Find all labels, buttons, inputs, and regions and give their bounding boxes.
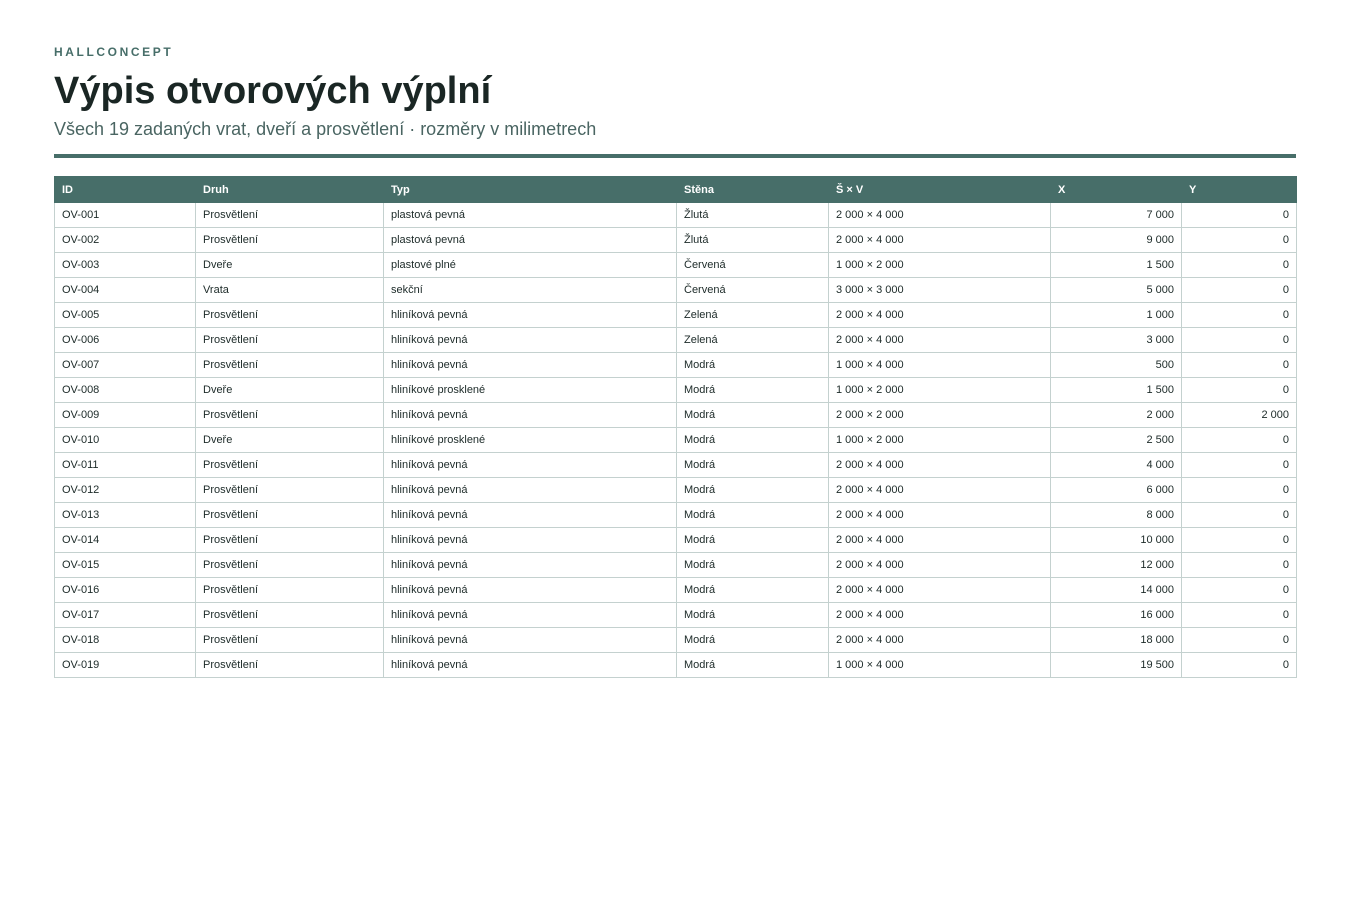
cell-y: 0 [1182, 453, 1297, 478]
column-header-id: ID [55, 177, 196, 203]
cell-typ: plastová pevná [384, 228, 677, 253]
cell-id: OV-006 [55, 328, 196, 353]
cell-y: 0 [1182, 603, 1297, 628]
cell-typ: hliníková pevná [384, 553, 677, 578]
cell-druh: Prosvětlení [196, 503, 384, 528]
table-header-row [55, 177, 1297, 203]
cell-stena: Modrá [677, 478, 829, 503]
cell-x: 19 500 [1051, 653, 1182, 678]
cell-rozmery: 2 000 × 4 000 [829, 578, 1051, 603]
cell-stena: Modrá [677, 628, 829, 653]
cell-y: 0 [1182, 228, 1297, 253]
cell-x: 4 000 [1051, 453, 1182, 478]
cell-typ: hliníkové prosklené [384, 428, 677, 453]
column-header-y: Y [1182, 177, 1297, 203]
cell-id: OV-008 [55, 378, 196, 403]
openings-table [54, 176, 1297, 678]
cell-stena: Zelená [677, 303, 829, 328]
cell-id: OV-015 [55, 553, 196, 578]
cell-rozmery: 2 000 × 4 000 [829, 503, 1051, 528]
cell-id: OV-019 [55, 653, 196, 678]
cell-druh: Dveře [196, 428, 384, 453]
cell-druh: Prosvětlení [196, 228, 384, 253]
cell-typ: sekční [384, 278, 677, 303]
cell-typ: hliníková pevná [384, 628, 677, 653]
table-row [55, 228, 1297, 253]
cell-id: OV-002 [55, 228, 196, 253]
cell-typ: hliníková pevná [384, 478, 677, 503]
brand-label: HALLCONCEPT [54, 45, 174, 59]
cell-druh: Vrata [196, 278, 384, 303]
document-page [54, 44, 1296, 678]
table-row [55, 278, 1297, 303]
cell-y: 0 [1182, 328, 1297, 353]
cell-typ: hliníková pevná [384, 603, 677, 628]
cell-id: OV-016 [55, 578, 196, 603]
cell-druh: Dveře [196, 253, 384, 278]
cell-rozmery: 2 000 × 4 000 [829, 203, 1051, 228]
cell-stena: Zelená [677, 328, 829, 353]
cell-stena: Modrá [677, 528, 829, 553]
cell-y: 0 [1182, 353, 1297, 378]
cell-y: 0 [1182, 303, 1297, 328]
cell-x: 12 000 [1051, 553, 1182, 578]
cell-druh: Dveře [196, 378, 384, 403]
cell-rozmery: 1 000 × 4 000 [829, 653, 1051, 678]
cell-rozmery: 2 000 × 4 000 [829, 303, 1051, 328]
cell-typ: hliníková pevná [384, 453, 677, 478]
cell-id: OV-003 [55, 253, 196, 278]
column-header-stena: Stěna [677, 177, 829, 203]
cell-x: 2 000 [1051, 403, 1182, 428]
table-row [55, 303, 1297, 328]
cell-stena: Modrá [677, 603, 829, 628]
cell-x: 1 500 [1051, 378, 1182, 403]
cell-rozmery: 1 000 × 4 000 [829, 353, 1051, 378]
cell-id: OV-007 [55, 353, 196, 378]
cell-x: 500 [1051, 353, 1182, 378]
cell-x: 8 000 [1051, 503, 1182, 528]
table-row [55, 503, 1297, 528]
cell-id: OV-012 [55, 478, 196, 503]
cell-stena: Modrá [677, 403, 829, 428]
cell-rozmery: 2 000 × 4 000 [829, 528, 1051, 553]
column-header-x: X [1051, 177, 1182, 203]
cell-stena: Modrá [677, 503, 829, 528]
cell-druh: Prosvětlení [196, 528, 384, 553]
cell-rozmery: 3 000 × 3 000 [829, 278, 1051, 303]
table-row [55, 403, 1297, 428]
cell-id: OV-011 [55, 453, 196, 478]
cell-druh: Prosvětlení [196, 303, 384, 328]
cell-druh: Prosvětlení [196, 403, 384, 428]
cell-stena: Modrá [677, 453, 829, 478]
cell-y: 0 [1182, 578, 1297, 603]
cell-stena: Červená [677, 278, 829, 303]
cell-stena: Modrá [677, 428, 829, 453]
cell-stena: Modrá [677, 353, 829, 378]
column-header-druh: Druh [196, 177, 384, 203]
cell-x: 18 000 [1051, 628, 1182, 653]
cell-x: 7 000 [1051, 203, 1182, 228]
table-row [55, 378, 1297, 403]
cell-typ: hliníková pevná [384, 328, 677, 353]
cell-druh: Prosvětlení [196, 603, 384, 628]
cell-id: OV-001 [55, 203, 196, 228]
cell-stena: Modrá [677, 653, 829, 678]
cell-druh: Prosvětlení [196, 553, 384, 578]
table-body [55, 203, 1297, 678]
table-row [55, 578, 1297, 603]
table-row [55, 528, 1297, 553]
page-subtitle: Všech 19 zadaných vrat, dveří a prosvětlení · rozměry v milimetrech [54, 119, 597, 139]
cell-rozmery: 2 000 × 4 000 [829, 628, 1051, 653]
cell-x: 9 000 [1051, 228, 1182, 253]
cell-x: 3 000 [1051, 328, 1182, 353]
cell-id: OV-013 [55, 503, 196, 528]
header-divider [54, 154, 1296, 158]
table-row [55, 628, 1297, 653]
cell-x: 5 000 [1051, 278, 1182, 303]
cell-rozmery: 2 000 × 4 000 [829, 228, 1051, 253]
cell-y: 0 [1182, 378, 1297, 403]
cell-druh: Prosvětlení [196, 203, 384, 228]
cell-id: OV-005 [55, 303, 196, 328]
cell-typ: hliníková pevná [384, 303, 677, 328]
cell-typ: hliníková pevná [384, 403, 677, 428]
cell-rozmery: 2 000 × 4 000 [829, 603, 1051, 628]
cell-typ: hliníková pevná [384, 353, 677, 378]
cell-rozmery: 2 000 × 4 000 [829, 328, 1051, 353]
column-header-typ: Typ [384, 177, 677, 203]
cell-stena: Červená [677, 253, 829, 278]
table-row [55, 478, 1297, 503]
cell-druh: Prosvětlení [196, 578, 384, 603]
cell-y: 0 [1182, 653, 1297, 678]
table-row [55, 453, 1297, 478]
cell-rozmery: 2 000 × 4 000 [829, 453, 1051, 478]
cell-x: 1 500 [1051, 253, 1182, 278]
cell-id: OV-018 [55, 628, 196, 653]
table-row [55, 553, 1297, 578]
cell-druh: Prosvětlení [196, 353, 384, 378]
cell-druh: Prosvětlení [196, 478, 384, 503]
cell-x: 16 000 [1051, 603, 1182, 628]
table-row [55, 328, 1297, 353]
table-row [55, 428, 1297, 453]
cell-stena: Žlutá [677, 228, 829, 253]
cell-y: 0 [1182, 478, 1297, 503]
cell-rozmery: 2 000 × 2 000 [829, 403, 1051, 428]
cell-rozmery: 1 000 × 2 000 [829, 378, 1051, 403]
table-row [55, 203, 1297, 228]
cell-stena: Modrá [677, 378, 829, 403]
cell-rozmery: 1 000 × 2 000 [829, 253, 1051, 278]
cell-druh: Prosvětlení [196, 328, 384, 353]
cell-id: OV-009 [55, 403, 196, 428]
cell-typ: hliníková pevná [384, 503, 677, 528]
cell-rozmery: 2 000 × 4 000 [829, 478, 1051, 503]
cell-rozmery: 1 000 × 2 000 [829, 428, 1051, 453]
cell-x: 6 000 [1051, 478, 1182, 503]
cell-y: 0 [1182, 253, 1297, 278]
cell-typ: plastové plné [384, 253, 677, 278]
cell-x: 2 500 [1051, 428, 1182, 453]
cell-id: OV-014 [55, 528, 196, 553]
table-row [55, 653, 1297, 678]
cell-typ: hliníková pevná [384, 528, 677, 553]
cell-y: 0 [1182, 553, 1297, 578]
cell-id: OV-010 [55, 428, 196, 453]
cell-stena: Žlutá [677, 203, 829, 228]
cell-id: OV-004 [55, 278, 196, 303]
cell-druh: Prosvětlení [196, 653, 384, 678]
table-row [55, 353, 1297, 378]
table-row [55, 253, 1297, 278]
cell-x: 1 000 [1051, 303, 1182, 328]
cell-stena: Modrá [677, 578, 829, 603]
cell-y: 0 [1182, 203, 1297, 228]
cell-rozmery: 2 000 × 4 000 [829, 553, 1051, 578]
cell-y: 0 [1182, 628, 1297, 653]
cell-stena: Modrá [677, 553, 829, 578]
column-header-rozmery: Š × V [829, 177, 1051, 203]
cell-y: 0 [1182, 503, 1297, 528]
cell-typ: hliníkové prosklené [384, 378, 677, 403]
cell-typ: plastová pevná [384, 203, 677, 228]
cell-druh: Prosvětlení [196, 453, 384, 478]
cell-x: 14 000 [1051, 578, 1182, 603]
cell-typ: hliníková pevná [384, 653, 677, 678]
page-title: Výpis otvorových výplní [54, 70, 492, 112]
table-row [55, 603, 1297, 628]
cell-druh: Prosvětlení [196, 628, 384, 653]
cell-y: 2 000 [1182, 403, 1297, 428]
cell-y: 0 [1182, 278, 1297, 303]
cell-id: OV-017 [55, 603, 196, 628]
cell-x: 10 000 [1051, 528, 1182, 553]
cell-y: 0 [1182, 428, 1297, 453]
cell-typ: hliníková pevná [384, 578, 677, 603]
cell-y: 0 [1182, 528, 1297, 553]
